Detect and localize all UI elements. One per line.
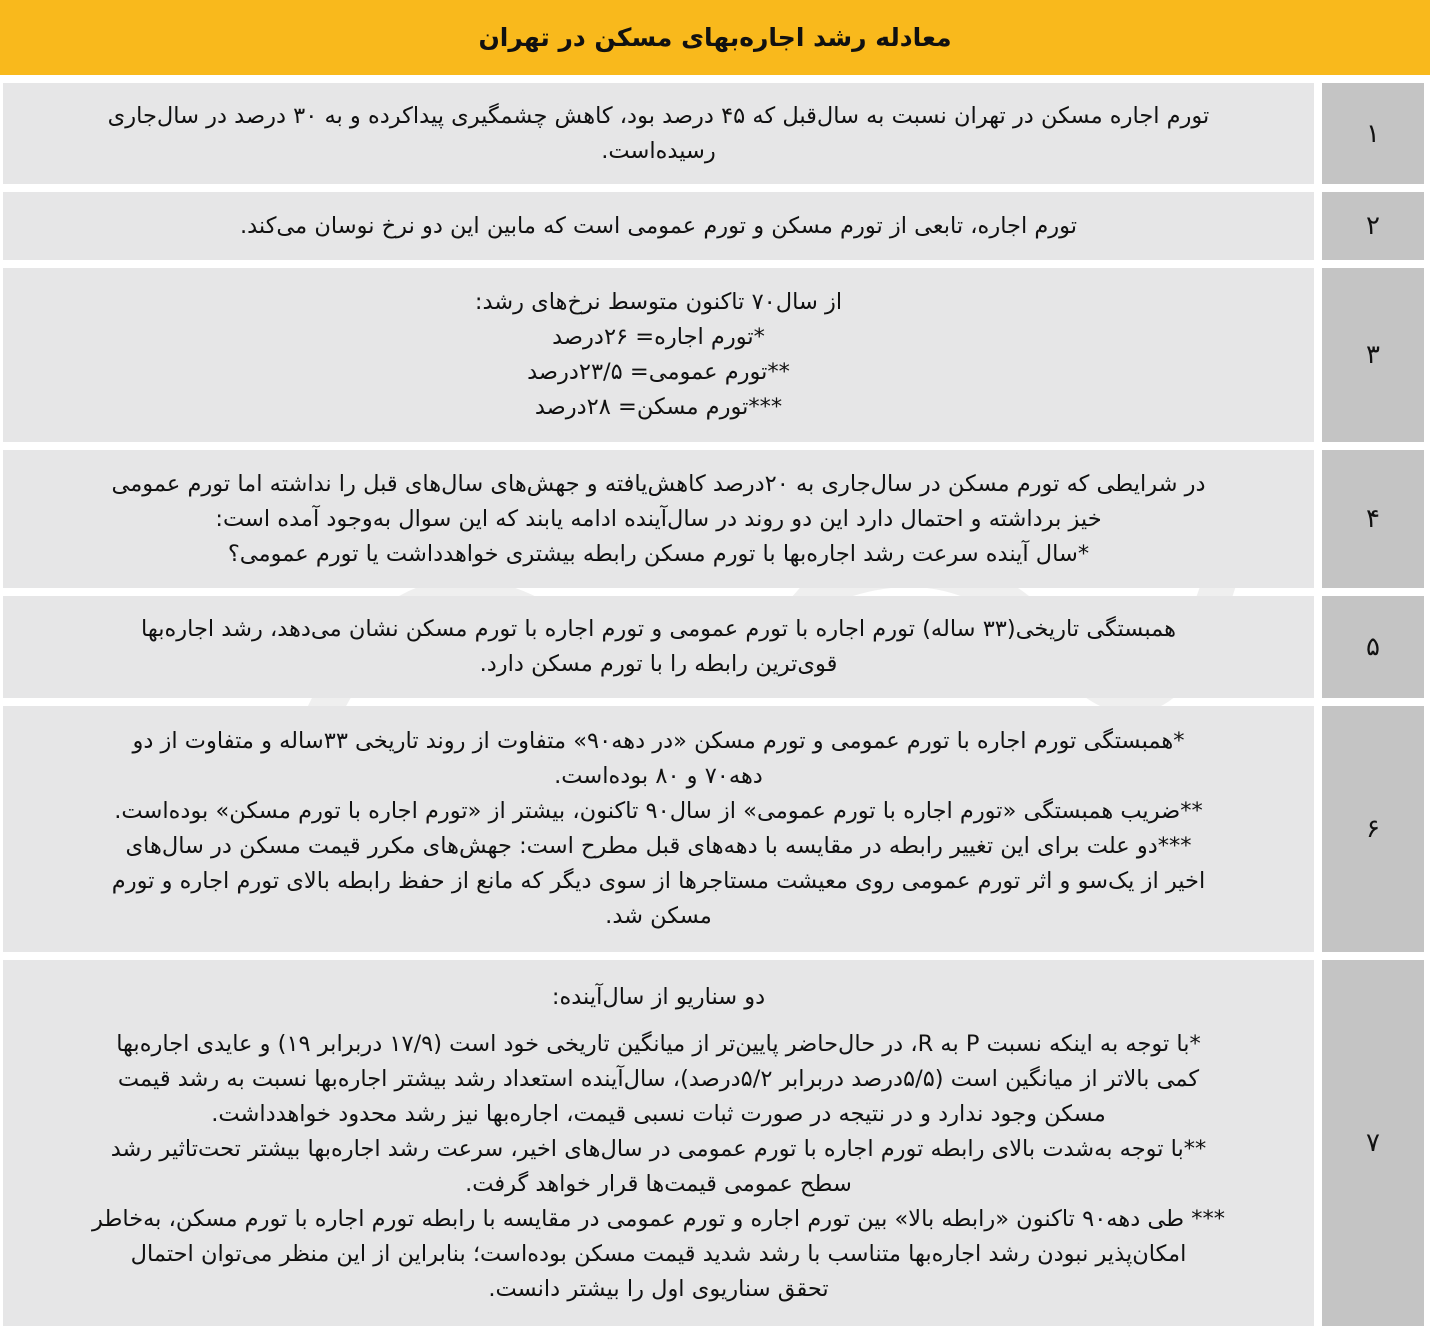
- table-row: [0, 596, 1430, 698]
- table-header: [0, 0, 1430, 75]
- row-text-line: **ضریب همبستگی «تورم اجاره با تورم عمومی» از سال۹۰ تاکنون، بیشتر از «تورم اجاره با تورم مسکن» بوده‌است.: [114, 798, 1203, 824]
- row-content: [3, 450, 1314, 588]
- row-content: [3, 192, 1314, 260]
- row-text-line: *سال آینده سرعت رشد اجاره‌بها با تورم مسکن رابطه بیشتری خواهدداشت یا تورم عمومی؟: [227, 540, 1090, 567]
- row-text-line: **تورم عمومی= ۲۳/۵درصد: [527, 359, 790, 385]
- row-text-line: دهه۷۰ و ۸۰ بوده‌است.: [554, 763, 763, 789]
- row-content: [3, 268, 1314, 442]
- row-text-line: کمی بالاتر از میانگین است (۵/۵درصد دربرابر ۵/۲درصد)، سال‌آینده استعداد رشد بیشتر اجاره‌بها نسبت به رشد قیمت: [117, 1065, 1200, 1092]
- row-text-line: *همبستگی تورم اجاره با تورم عمومی و تورم مسکن «در دهه۹۰» متفاوت از روند تاریخی ۳۳ساله و متفاوت از دو: [132, 728, 1185, 754]
- table-row: [0, 192, 1430, 260]
- row-text-line: دو سناریو از سال‌آینده:: [551, 983, 766, 1010]
- row-text-line: همبستگی تاریخی(۳۳ ساله) تورم اجاره با تورم عمومی و تورم اجاره با تورم مسکن نشان می‌دهد، رشد اجاره‌بها: [140, 616, 1177, 642]
- row-text-line: امکان‌پذیر نبودن رشد اجاره‌بها متناسب با رشد شدید قیمت مسکن بوده‌است؛ بنابراین از این منظر می‌توان احتمال: [130, 1240, 1187, 1267]
- row-text-line: اخیر از یک‌سو و اثر تورم عمومی روی معیشت مستاجرها از سوی دیگر که مانع از حفظ رابطه بالای تورم اجاره و تورم: [111, 868, 1206, 894]
- row-text-line: ***دو علت برای این تغییر رابطه در مقایسه با دهه‌های قبل مطرح است: جهش‌های مکرر قیمت مسکن در سال‌های: [125, 833, 1192, 859]
- row-text-line: **با توجه به‌شدت بالای رابطه تورم اجاره با تورم عمومی در سال‌های اخیر، سرعت رشد اجاره‌بها بیشتر تحت‌تاثیر رشد: [110, 1135, 1207, 1162]
- row-number: ۶: [1322, 706, 1424, 952]
- row-text-line: تورم اجاره، تابعی از تورم مسکن و تورم عمومی است که مابین این دو نرخ نوسان می‌کند.: [239, 212, 1078, 239]
- row-number: ۴: [1322, 450, 1424, 588]
- table-row: [0, 268, 1430, 442]
- row-text-line: *تورم اجاره= ۲۶درصد: [552, 324, 765, 350]
- row-content: [3, 960, 1314, 1326]
- row-content: [3, 83, 1314, 184]
- row-text-line: در شرایطی که تورم مسکن در سال‌جاری به ۲۰درصد کاهش‌یافته و جهش‌های سال‌های قبل را نداشته اما تورم عمومی: [111, 470, 1206, 497]
- table-title: معادله رشد اجاره‌بهای مسکن در تهران: [478, 23, 952, 52]
- row-text-line: *با توجه به اینکه نسبت P به R، در حال‌حاضر پایین‌تر از میانگین تاریخی خود است (۱۷/۹ دربرابر ۱۹) و عایدی اجاره‌بها: [116, 1030, 1201, 1057]
- table-row: [0, 83, 1430, 184]
- row-number: ۱: [1322, 83, 1424, 184]
- row-number: ۲: [1322, 192, 1424, 260]
- row-text-line: از سال۷۰ تاکنون متوسط نرخ‌های رشد:: [474, 289, 843, 315]
- row-text-line: رسیده‌است.: [601, 137, 716, 164]
- row-text-line: خیز برداشته و احتمال دارد این دو روند در سال‌آینده ادامه یابند که این سوال به‌وجود آمده است:: [215, 505, 1102, 532]
- row-text-line: قوی‌ترین رابطه را با تورم مسکن دارد.: [479, 651, 838, 677]
- row-text-line: ***تورم مسکن= ۲۸درصد: [534, 394, 783, 420]
- row-number: ۵: [1322, 596, 1424, 698]
- row-number: ۳: [1322, 268, 1424, 442]
- table-row: [0, 450, 1430, 588]
- table-row: [0, 960, 1430, 1326]
- row-text-line: سطح عمومی قیمت‌ها قرار خواهد گرفت.: [465, 1170, 852, 1197]
- row-content: [3, 706, 1314, 952]
- row-text-line: مسکن وجود ندارد و در نتیجه در صورت ثبات نسبی قیمت، اجاره‌بها نیز رشد محدود خواهدداشت.: [211, 1100, 1106, 1127]
- row-content: [3, 596, 1314, 698]
- row-number: ۷: [1322, 960, 1424, 1326]
- row-text-line: *** طی دهه۹۰ تاکنون «رابطه بالا» بین تورم اجاره و تورم عمومی در مقایسه با رابطه تورم اجاره با تورم مسکن، به‌خاطر: [92, 1205, 1225, 1232]
- row-text-line: مسکن شد.: [605, 903, 712, 929]
- row-text-line: تحقق سناریوی اول را بیشتر دانست.: [488, 1275, 829, 1302]
- table-row: [0, 706, 1430, 952]
- row-text-line: تورم اجاره مسکن در تهران نسبت به سال‌قبل که ۴۵ درصد بود، کاهش چشمگیری پیداکرده و به ۳۰ درصد در سال‌جاری: [107, 102, 1210, 129]
